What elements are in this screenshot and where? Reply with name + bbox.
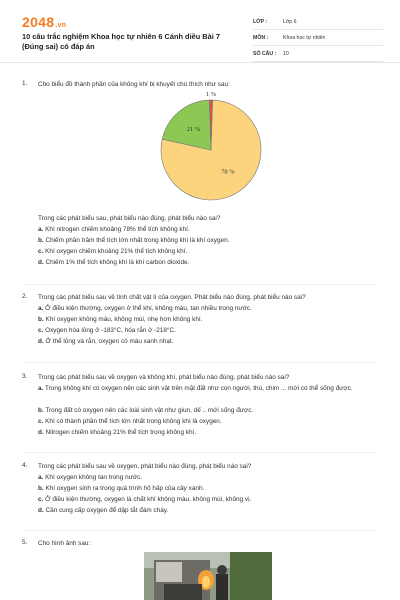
option-a xyxy=(38,473,378,483)
option-letter: d. xyxy=(38,338,44,345)
option-text: Cần cung cấp oxygen để dập tắt đám cháy. xyxy=(45,507,169,514)
question-number: 3. xyxy=(22,373,28,380)
option-d xyxy=(38,428,378,438)
option-text: Ở điều kiện thường, oxygen ở thể khí, không màu, tan nhiều trong nước. xyxy=(45,305,252,312)
divider xyxy=(22,452,378,453)
meta-value: 10 xyxy=(283,50,289,57)
divider xyxy=(22,284,378,285)
question-number: 5. xyxy=(22,539,28,546)
logo-suffix: .vn xyxy=(55,22,67,29)
option-text: Trong đất có oxygen nên các loài sinh vật như giun, dế .. mới sống được. xyxy=(45,407,254,414)
option-letter: a. xyxy=(38,226,44,233)
meta-row-grade xyxy=(253,14,383,30)
option-letter: b. xyxy=(38,316,44,323)
meta-value: Khoa học tự nhiên xyxy=(283,34,326,41)
pie-slice-label: 78 % xyxy=(221,168,235,176)
question-number: 2. xyxy=(22,293,28,300)
meta-key: MÔN : xyxy=(253,34,269,41)
site-logo[interactable] xyxy=(22,14,66,30)
option-letter: b. xyxy=(38,237,44,244)
question-stem: Trong các phát biểu sau về oxygen, phát biểu nào đúng, phát biểu nào sai? xyxy=(38,463,252,470)
divider xyxy=(22,530,378,531)
option-letter: d. xyxy=(38,429,44,436)
question-number: 1. xyxy=(22,80,28,87)
option-text: Khí oxygen chiếm khoảng 21% thể tích không khí. xyxy=(45,248,188,255)
option-text: Khí oxygen không màu, không mùi, nhẹ hơn không khí. xyxy=(45,316,203,323)
meta-value: Lớp 6 xyxy=(283,18,297,25)
question-number: 4. xyxy=(22,462,28,469)
option-letter: d. xyxy=(38,507,44,514)
document-title: 10 câu trắc nghiệm Khoa học tự nhiên 6 Cánh diều Bài 7 (Đúng sai) có đáp án xyxy=(22,32,220,51)
fire-extinguishing-photo xyxy=(144,552,272,600)
pie-slice-label: 1 % xyxy=(205,92,217,98)
option-letter: c. xyxy=(38,248,44,255)
option-text: Oxygen hóa lỏng ở -183°C, hóa rắn ở -218°C. xyxy=(45,327,176,334)
document-meta-table xyxy=(253,14,383,62)
option-letter: c. xyxy=(38,327,44,334)
meta-key: LỚP : xyxy=(253,18,268,25)
option-b xyxy=(38,236,378,246)
meta-row-subject xyxy=(253,30,383,46)
option-a xyxy=(38,225,378,235)
option-c xyxy=(38,326,378,336)
option-d xyxy=(38,337,378,347)
divider xyxy=(22,362,378,363)
option-b xyxy=(38,315,378,325)
option-letter: d. xyxy=(38,259,44,266)
question-stem: Trong các phát biểu sau về oxygen và không khí, phát biểu nào đúng, phát biểu nào sai? xyxy=(38,374,290,381)
meta-row-count xyxy=(253,46,383,62)
option-text: Trong không khí có oxygen nên các sinh vật trên mặt đất như con người, thú, chim ... mới có thể sống được. xyxy=(45,385,353,392)
option-letter: a. xyxy=(38,474,44,481)
option-text: Ở điều kiện thường, oxygen là chất khí không màu, không mùi, không vị. xyxy=(45,496,252,503)
option-a xyxy=(38,304,378,314)
option-text: Khí nitrogen chiếm khoảng 78% thể tích không khí. xyxy=(45,226,190,233)
option-b xyxy=(38,406,378,416)
option-text: Khí oxygen không tan trong nước. xyxy=(45,474,143,481)
question-stem: Cho hình ảnh sau: xyxy=(38,540,91,547)
option-letter: a. xyxy=(38,385,44,392)
option-letter: c. xyxy=(38,418,44,425)
option-text: Khí có thành phần thể tích lớn nhất trong không khí là oxygen. xyxy=(45,418,222,425)
question-instruction: Trong các phát biểu sau, phát biểu nào đúng, phát biểu nào sai? xyxy=(38,215,221,222)
option-text: Khí oxygen sinh ra trong quá trình hô hấp của cây xanh. xyxy=(45,485,205,492)
option-d xyxy=(38,258,378,268)
document-header xyxy=(0,0,400,63)
question-stem: Cho biểu đồ thành phần của không khí bị khuyết chú thích như sau: xyxy=(38,81,230,88)
option-b xyxy=(38,484,378,494)
air-composition-pie-chart xyxy=(155,92,267,204)
logo-text: 2048 xyxy=(22,14,55,30)
option-text: Chiếm 1% thể tích không khí là khí carbon dioxide. xyxy=(45,259,190,266)
option-text: Ở thể lỏng và rắn, oxygen có màu xanh nhạt. xyxy=(45,338,174,345)
option-letter: b. xyxy=(38,407,44,414)
question-stem: Trong các phát biểu sau về tính chất vật lí của oxygen. Phát biểu nào đúng, phát biểu nào sai? xyxy=(38,294,306,301)
meta-key: SỐ CÂU : xyxy=(253,50,277,57)
option-text: Chiếm phần trăm thể tích lớn nhất trong không khí là khí oxygen. xyxy=(45,237,230,244)
option-c xyxy=(38,247,378,257)
option-letter: b. xyxy=(38,485,44,492)
option-c xyxy=(38,495,378,505)
option-letter: a. xyxy=(38,305,44,312)
option-c xyxy=(38,417,378,427)
option-text: Nitrogen chiếm khoảng 21% thể tích trong không khí. xyxy=(45,429,197,436)
pie-slice-label: 21 % xyxy=(186,125,201,133)
option-letter: c. xyxy=(38,496,44,503)
option-d xyxy=(38,506,378,516)
option-a xyxy=(38,384,378,394)
